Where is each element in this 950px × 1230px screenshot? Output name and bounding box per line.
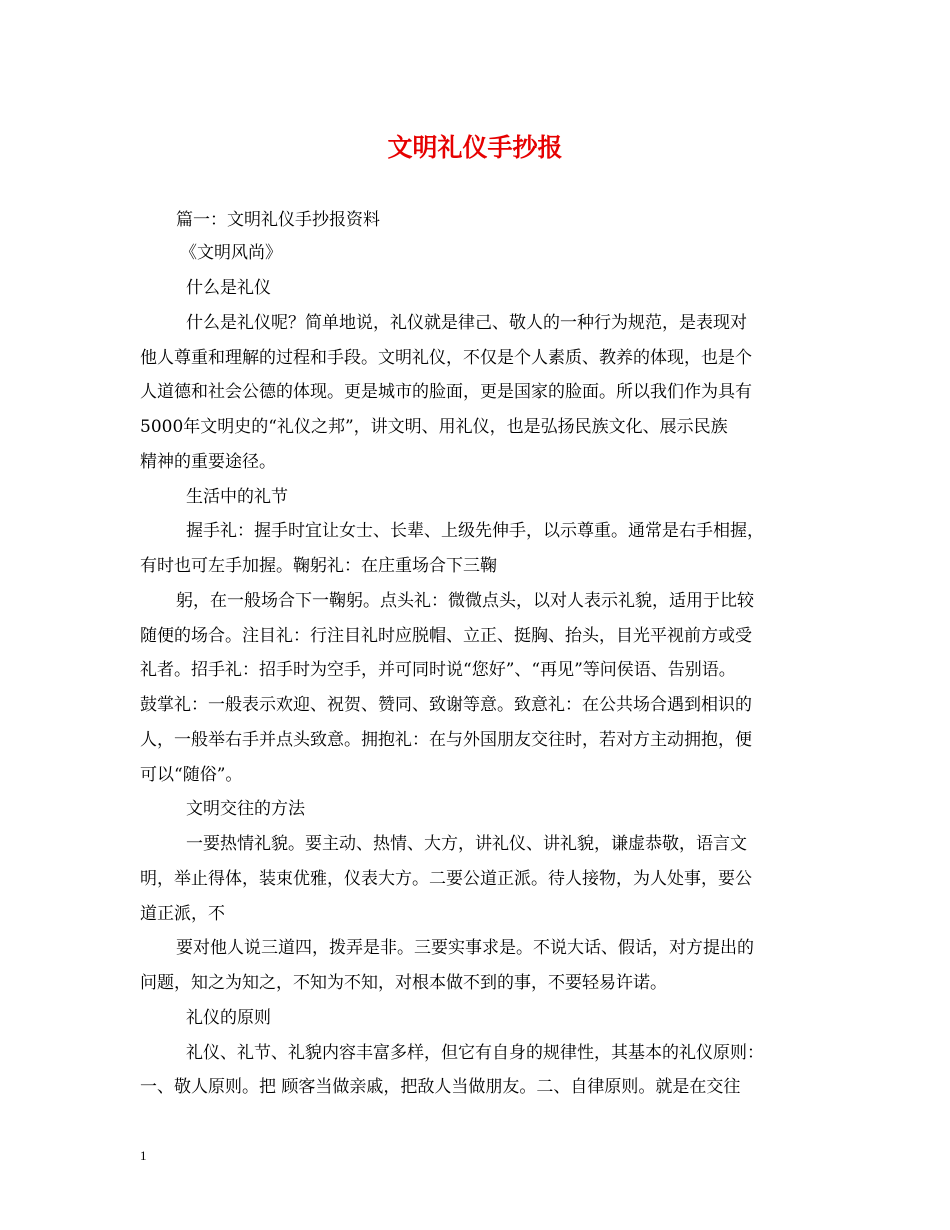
paragraph-line: 什么是礼仪呢？简单地说，礼仪就是律己、敬人的一种行为规范，是表现对 bbox=[186, 313, 747, 333]
paragraph-line: 要对他人说三道四，拨弄是非。三要实事求是。不说大话、假话，对方提出的 bbox=[176, 938, 754, 958]
section-heading: 篇一：文明礼仪手抄报资料 bbox=[176, 210, 380, 230]
paragraph-line: 礼者。招手礼：招手时为空手，并可同时说“您好”、“再见”等问侯语、告别语。 bbox=[140, 660, 736, 680]
paragraph-line: 人道德和社会公德的体现。更是城市的脸面，更是国家的脸面。所以我们作为具有 bbox=[140, 382, 752, 402]
paragraph-line: 人，一般举右手并点头致意。拥抱礼：在与外国朋友交往时，若对方主动拥抱，便 bbox=[140, 730, 752, 750]
paragraph-line: 躬，在一般场合下一鞠躬。点头礼：微微点头，以对人表示礼貌，适用于比较 bbox=[176, 591, 754, 611]
paragraph-line: 他人尊重和理解的过程和手段。文明礼仪，不仅是个人素质、教养的体现，也是个 bbox=[140, 348, 752, 368]
paragraph-line: 一要热情礼貌。要主动、热情、大方，讲礼仪、讲礼貌，谦虚恭敬，语言文 bbox=[186, 834, 747, 854]
subheading: 文明交往的方法 bbox=[186, 799, 305, 819]
subtitle: 《文明风尚》 bbox=[180, 243, 282, 263]
subheading: 生活中的礼节 bbox=[186, 487, 288, 507]
subheading: 礼仪的原则 bbox=[186, 1008, 271, 1028]
paragraph-line: 精神的重要途径。 bbox=[140, 452, 276, 472]
paragraph-line: 鼓掌礼：一般表示欢迎、祝贺、赞同、致谢等意。致意礼：在公共场合遇到相识的 bbox=[140, 695, 752, 715]
paragraph-line: 握手礼：握手时宜让女士、长辈、上级先伸手，以示尊重。通常是右手相握， bbox=[186, 521, 764, 541]
paragraph-line: 道正派，不 bbox=[140, 904, 225, 924]
subheading: 什么是礼仪 bbox=[186, 278, 271, 298]
page-number: 1 bbox=[140, 1148, 147, 1163]
document-title: 文明礼仪手抄报 bbox=[387, 133, 563, 162]
paragraph-line: 5000年文明史的“礼仪之邦”，讲文明、用礼仪，也是弘扬民族文化、展示民族 bbox=[140, 417, 728, 437]
paragraph-line: 问题，知之为知之，不知为不知，对根本做不到的事，不要轻易许诺。 bbox=[140, 973, 667, 993]
paragraph-line: 明，举止得体，装束优雅，仪表大方。二要公道正派。待人接物，为人处事，要公 bbox=[140, 869, 752, 889]
paragraph-line: 可以“随俗”。 bbox=[140, 765, 243, 785]
paragraph-line: 一、敬人原则。把 顾客当做亲戚，把敌人当做朋友。二、自律原则。就是在交往 bbox=[140, 1077, 741, 1097]
paragraph-line: 随便的场合。注目礼：行注目礼时应脱帽、立正、挺胸、抬头，目光平视前方或受 bbox=[140, 626, 752, 646]
paragraph-line: 礼仪、礼节、礼貌内容丰富多样，但它有自身的规律性，其基本的礼仪原则： bbox=[186, 1043, 764, 1063]
paragraph-line: 有时也可左手加握。鞠躬礼：在庄重场合下三鞠 bbox=[140, 556, 497, 576]
